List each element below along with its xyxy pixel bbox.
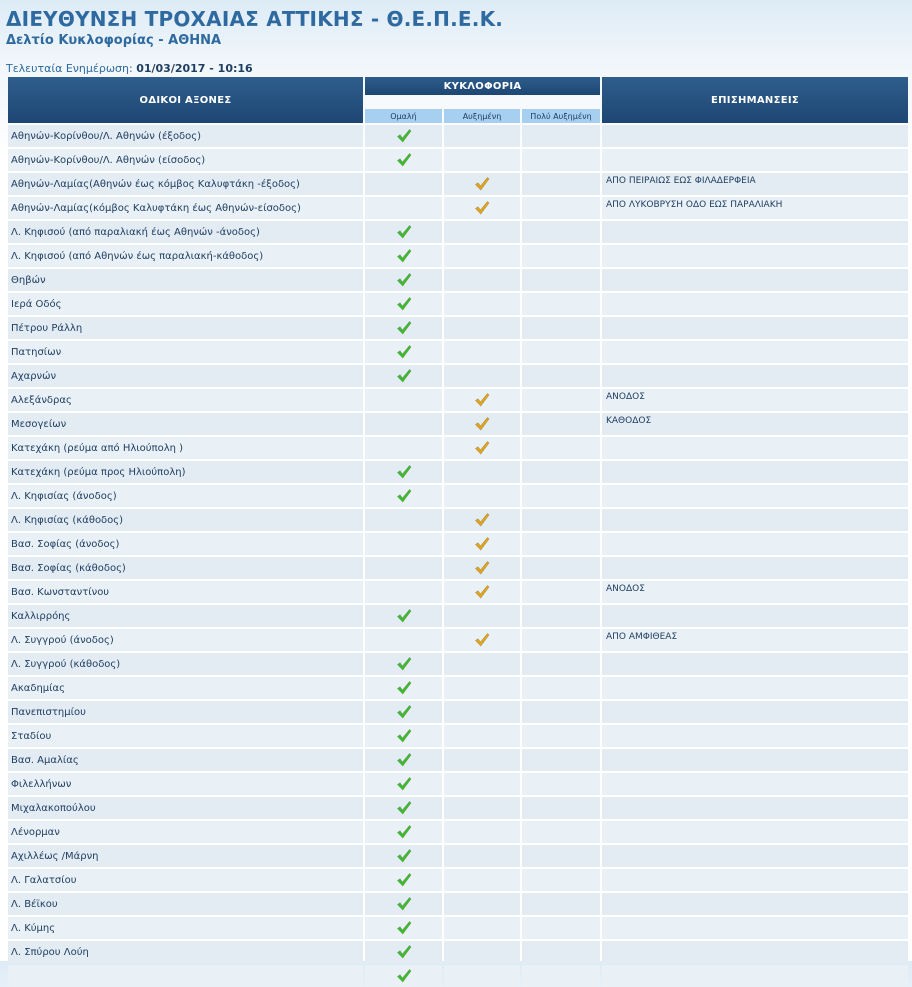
status-cell-normal xyxy=(365,893,442,915)
road-note xyxy=(602,269,908,291)
road-note xyxy=(602,965,908,987)
status-cell-very-increased xyxy=(522,893,600,915)
status-cell-normal xyxy=(365,677,442,699)
status-cell-normal xyxy=(365,485,442,507)
status-cell-normal xyxy=(365,821,442,843)
road-name: Λ. Κηφισού (από παραλιακή έως Αθηνών -άνοδος) xyxy=(8,221,363,243)
road-note: ΑΠΟ ΛΥΚΟΒΡΥΣΗ ΟΔΟ ΕΩΣ ΠΑΡΑΛΙΑΚΗ xyxy=(602,197,908,219)
check-icon xyxy=(474,512,490,528)
status-cell-very-increased xyxy=(522,365,600,387)
road-name: Λ. Κηφισίας (κάθοδος) xyxy=(8,509,363,531)
status-cell-increased xyxy=(444,557,520,579)
check-icon xyxy=(474,632,490,648)
road-name: Αθηνών-Κορίνθου/Λ. Αθηνών (είσοδος) xyxy=(8,149,363,171)
road-note xyxy=(602,125,908,147)
status-cell-increased xyxy=(444,893,520,915)
status-cell-very-increased xyxy=(522,845,600,867)
check-icon xyxy=(474,560,490,576)
status-cell-very-increased xyxy=(522,437,600,459)
status-cell-increased xyxy=(444,845,520,867)
status-cell-normal xyxy=(365,605,442,627)
road-name: Λένορμαν xyxy=(8,821,363,843)
road-name: Αθηνών-Λαμίας(κόμβος Καλυφτάκη έως Αθηνών-είσοδος) xyxy=(8,197,363,219)
road-note xyxy=(602,893,908,915)
status-cell-increased xyxy=(444,413,520,435)
status-cell-normal xyxy=(365,917,442,939)
road-note: ΚΑΘΟΔΟΣ xyxy=(602,413,908,435)
check-icon xyxy=(396,896,412,912)
status-cell-increased xyxy=(444,869,520,891)
status-cell-increased xyxy=(444,293,520,315)
check-icon xyxy=(474,176,490,192)
last-update-value: 01/03/2017 - 10:16 xyxy=(136,62,253,75)
road-name: Πατησίων xyxy=(8,341,363,363)
road-name: Φιλελλήνων xyxy=(8,773,363,795)
check-icon xyxy=(474,392,490,408)
road-note xyxy=(602,749,908,771)
check-icon xyxy=(396,920,412,936)
status-cell-normal xyxy=(365,749,442,771)
status-cell-normal xyxy=(365,557,442,579)
last-update xyxy=(6,62,253,75)
status-cell-increased xyxy=(444,629,520,651)
status-cell-normal xyxy=(365,197,442,219)
status-cell-very-increased xyxy=(522,197,600,219)
status-cell-very-increased xyxy=(522,797,600,819)
road-name: Λ. Γαλατσίου xyxy=(8,869,363,891)
status-cell-normal xyxy=(365,797,442,819)
road-name: Αθηνών-Κορίνθου/Λ. Αθηνών (έξοδος) xyxy=(8,125,363,147)
status-cell-increased xyxy=(444,917,520,939)
status-cell-increased xyxy=(444,605,520,627)
status-cell-increased xyxy=(444,221,520,243)
status-cell-very-increased xyxy=(522,941,600,963)
road-name: Μιχαλακοπούλου xyxy=(8,797,363,819)
status-cell-very-increased xyxy=(522,557,600,579)
road-note xyxy=(602,509,908,531)
status-cell-increased xyxy=(444,173,520,195)
status-cell-increased xyxy=(444,125,520,147)
status-cell-normal xyxy=(365,173,442,195)
status-cell-very-increased xyxy=(522,125,600,147)
road-note xyxy=(602,869,908,891)
status-cell-increased xyxy=(444,725,520,747)
status-cell-normal xyxy=(365,965,442,987)
status-cell-normal xyxy=(365,221,442,243)
last-update-label: Τελευταία Ενημέρωση: xyxy=(6,62,133,75)
road-name: Βασ. Αμαλίας xyxy=(8,749,363,771)
road-note: ΑΝΟΔΟΣ xyxy=(602,581,908,603)
subheader-normal: Ομαλή xyxy=(365,109,442,123)
status-cell-normal xyxy=(365,869,442,891)
road-name: Λ. Συγγρού (κάθοδος) xyxy=(8,653,363,675)
check-icon xyxy=(396,680,412,696)
status-cell-very-increased xyxy=(522,965,600,987)
check-icon xyxy=(474,416,490,432)
check-icon xyxy=(396,752,412,768)
check-icon xyxy=(396,728,412,744)
check-icon xyxy=(396,656,412,672)
road-note xyxy=(602,701,908,723)
road-note xyxy=(602,245,908,267)
road-note xyxy=(602,293,908,315)
road-note xyxy=(602,341,908,363)
check-icon xyxy=(474,536,490,552)
check-icon xyxy=(396,296,412,312)
road-name: Βασ. Σοφίας (άνοδος) xyxy=(8,533,363,555)
status-cell-increased xyxy=(444,341,520,363)
status-cell-normal xyxy=(365,533,442,555)
status-cell-very-increased xyxy=(522,485,600,507)
status-cell-increased xyxy=(444,365,520,387)
road-name: Βασ. Σοφίας (κάθοδος) xyxy=(8,557,363,579)
status-cell-increased xyxy=(444,269,520,291)
road-note xyxy=(602,653,908,675)
road-note xyxy=(602,797,908,819)
road-note xyxy=(602,845,908,867)
status-cell-very-increased xyxy=(522,917,600,939)
road-note: ΑΠΟ ΑΜΦΙΘΕΑΣ xyxy=(602,629,908,651)
status-cell-normal xyxy=(365,509,442,531)
road-note xyxy=(602,773,908,795)
status-cell-normal xyxy=(365,653,442,675)
status-cell-normal xyxy=(365,269,442,291)
status-cell-very-increased xyxy=(522,293,600,315)
road-name: Ακαδημίας xyxy=(8,677,363,699)
status-cell-normal xyxy=(365,389,442,411)
status-cell-very-increased xyxy=(522,653,600,675)
status-cell-normal xyxy=(365,245,442,267)
check-icon xyxy=(474,440,490,456)
status-cell-increased xyxy=(444,509,520,531)
status-cell-increased xyxy=(444,437,520,459)
status-cell-normal xyxy=(365,941,442,963)
road-name: Μεσογείων xyxy=(8,413,363,435)
check-icon xyxy=(396,968,412,984)
status-cell-very-increased xyxy=(522,701,600,723)
road-name: Αθηνών-Λαμίας(Αθηνών έως κόμβος Καλυφτάκη -έξοδος) xyxy=(8,173,363,195)
road-note xyxy=(602,461,908,483)
road-note xyxy=(602,941,908,963)
road-note xyxy=(602,317,908,339)
status-cell-normal xyxy=(365,629,442,651)
road-name: Σταδίου xyxy=(8,725,363,747)
status-cell-increased xyxy=(444,821,520,843)
status-cell-very-increased xyxy=(522,869,600,891)
road-name: Κατεχάκη (ρεύμα προς Ηλιούπολη) xyxy=(8,461,363,483)
status-cell-normal xyxy=(365,437,442,459)
road-note xyxy=(602,725,908,747)
check-icon xyxy=(396,128,412,144)
page-title: ΔΙΕΥΘΥΝΣΗ ΤΡΟΧΑΙΑΣ ΑΤΤΙΚΗΣ - Θ.Ε.Π.Ε.Κ. xyxy=(6,7,504,31)
road-note: ΑΝΟΔΟΣ xyxy=(602,389,908,411)
status-cell-normal xyxy=(365,461,442,483)
status-cell-increased xyxy=(444,533,520,555)
status-cell-normal xyxy=(365,845,442,867)
status-cell-normal xyxy=(365,293,442,315)
road-name: Βασ. Κωνσταντίνου xyxy=(8,581,363,603)
status-cell-increased xyxy=(444,317,520,339)
check-icon xyxy=(474,584,490,600)
road-note xyxy=(602,917,908,939)
road-name xyxy=(8,965,363,987)
status-cell-very-increased xyxy=(522,461,600,483)
status-cell-increased xyxy=(444,965,520,987)
check-icon xyxy=(396,224,412,240)
check-icon xyxy=(396,320,412,336)
header-traffic: ΚΥΚΛΟΦΟΡΙΑ xyxy=(365,77,600,95)
check-icon xyxy=(396,272,412,288)
traffic-table xyxy=(8,77,906,987)
check-icon xyxy=(396,824,412,840)
status-cell-increased xyxy=(444,773,520,795)
status-cell-very-increased xyxy=(522,341,600,363)
road-note: ΑΠΟ ΠΕΙΡΑΙΩΣ ΕΩΣ ΦΙΛΑΔΕΡΦΕΙΑ xyxy=(602,173,908,195)
status-cell-increased xyxy=(444,581,520,603)
status-cell-very-increased xyxy=(522,245,600,267)
status-cell-increased xyxy=(444,941,520,963)
road-name: Ιερά Οδός xyxy=(8,293,363,315)
status-cell-increased xyxy=(444,701,520,723)
check-icon xyxy=(396,944,412,960)
check-icon xyxy=(396,704,412,720)
status-cell-increased xyxy=(444,461,520,483)
status-cell-very-increased xyxy=(522,677,600,699)
road-note xyxy=(602,677,908,699)
status-cell-increased xyxy=(444,149,520,171)
status-cell-increased xyxy=(444,797,520,819)
road-note xyxy=(602,557,908,579)
road-note xyxy=(602,485,908,507)
status-cell-normal xyxy=(365,125,442,147)
status-cell-normal xyxy=(365,701,442,723)
road-note xyxy=(602,221,908,243)
subheader-very-increased: Πολύ Αυξημένη xyxy=(522,109,600,123)
status-cell-very-increased xyxy=(522,509,600,531)
road-name: Αχιλλέως /Μάρνη xyxy=(8,845,363,867)
road-note xyxy=(602,365,908,387)
check-icon xyxy=(396,248,412,264)
road-name: Λ. Βέϊκου xyxy=(8,893,363,915)
status-cell-increased xyxy=(444,389,520,411)
road-name: Αλεξάνδρας xyxy=(8,389,363,411)
status-cell-normal xyxy=(365,149,442,171)
road-name: Λ. Συγγρού (άνοδος) xyxy=(8,629,363,651)
road-note xyxy=(602,149,908,171)
status-cell-increased xyxy=(444,245,520,267)
status-cell-very-increased xyxy=(522,173,600,195)
road-note xyxy=(602,437,908,459)
check-icon xyxy=(396,608,412,624)
status-cell-very-increased xyxy=(522,581,600,603)
status-cell-normal xyxy=(365,413,442,435)
status-cell-very-increased xyxy=(522,629,600,651)
status-cell-very-increased xyxy=(522,413,600,435)
check-icon xyxy=(396,368,412,384)
check-icon xyxy=(396,488,412,504)
status-cell-very-increased xyxy=(522,533,600,555)
check-icon xyxy=(396,344,412,360)
header-notes: ΕΠΙΣΗΜΑΝΣΕΙΣ xyxy=(602,77,908,123)
road-name: Πανεπιστημίου xyxy=(8,701,363,723)
status-cell-increased xyxy=(444,197,520,219)
status-cell-very-increased xyxy=(522,269,600,291)
status-cell-very-increased xyxy=(522,773,600,795)
check-icon xyxy=(396,776,412,792)
road-name: Λ. Κύμης xyxy=(8,917,363,939)
status-cell-very-increased xyxy=(522,605,600,627)
status-cell-very-increased xyxy=(522,317,600,339)
status-cell-very-increased xyxy=(522,149,600,171)
status-cell-normal xyxy=(365,773,442,795)
road-name: Κατεχάκη (ρεύμα από Ηλιούπολη ) xyxy=(8,437,363,459)
header-roads: ΟΔΙΚΟΙ ΑΞΟΝΕΣ xyxy=(8,77,363,123)
status-cell-increased xyxy=(444,653,520,675)
check-icon xyxy=(396,848,412,864)
page-subtitle: Δελτίο Κυκλοφορίας - ΑΘΗΝΑ xyxy=(6,33,222,48)
status-cell-increased xyxy=(444,749,520,771)
check-icon xyxy=(396,152,412,168)
status-cell-normal xyxy=(365,317,442,339)
status-cell-normal xyxy=(365,581,442,603)
road-note xyxy=(602,533,908,555)
road-name: Καλλιρρόης xyxy=(8,605,363,627)
road-name: Λ. Κηφισίας (άνοδος) xyxy=(8,485,363,507)
status-cell-very-increased xyxy=(522,221,600,243)
check-icon xyxy=(474,200,490,216)
check-icon xyxy=(396,872,412,888)
check-icon xyxy=(396,464,412,480)
status-cell-very-increased xyxy=(522,821,600,843)
status-cell-normal xyxy=(365,725,442,747)
subheader-increased: Αυξημένη xyxy=(444,109,520,123)
road-name: Θηβών xyxy=(8,269,363,291)
road-note xyxy=(602,605,908,627)
road-name: Λ. Σπύρου Λούη xyxy=(8,941,363,963)
status-cell-very-increased xyxy=(522,389,600,411)
road-name: Πέτρου Ράλλη xyxy=(8,317,363,339)
status-cell-very-increased xyxy=(522,725,600,747)
status-cell-increased xyxy=(444,677,520,699)
road-name: Λ. Κηφισού (από Αθηνών έως παραλιακή-κάθοδος) xyxy=(8,245,363,267)
road-name: Αχαρνών xyxy=(8,365,363,387)
check-icon xyxy=(396,800,412,816)
status-cell-normal xyxy=(365,341,442,363)
road-note xyxy=(602,821,908,843)
status-cell-normal xyxy=(365,365,442,387)
status-cell-increased xyxy=(444,485,520,507)
status-cell-very-increased xyxy=(522,749,600,771)
